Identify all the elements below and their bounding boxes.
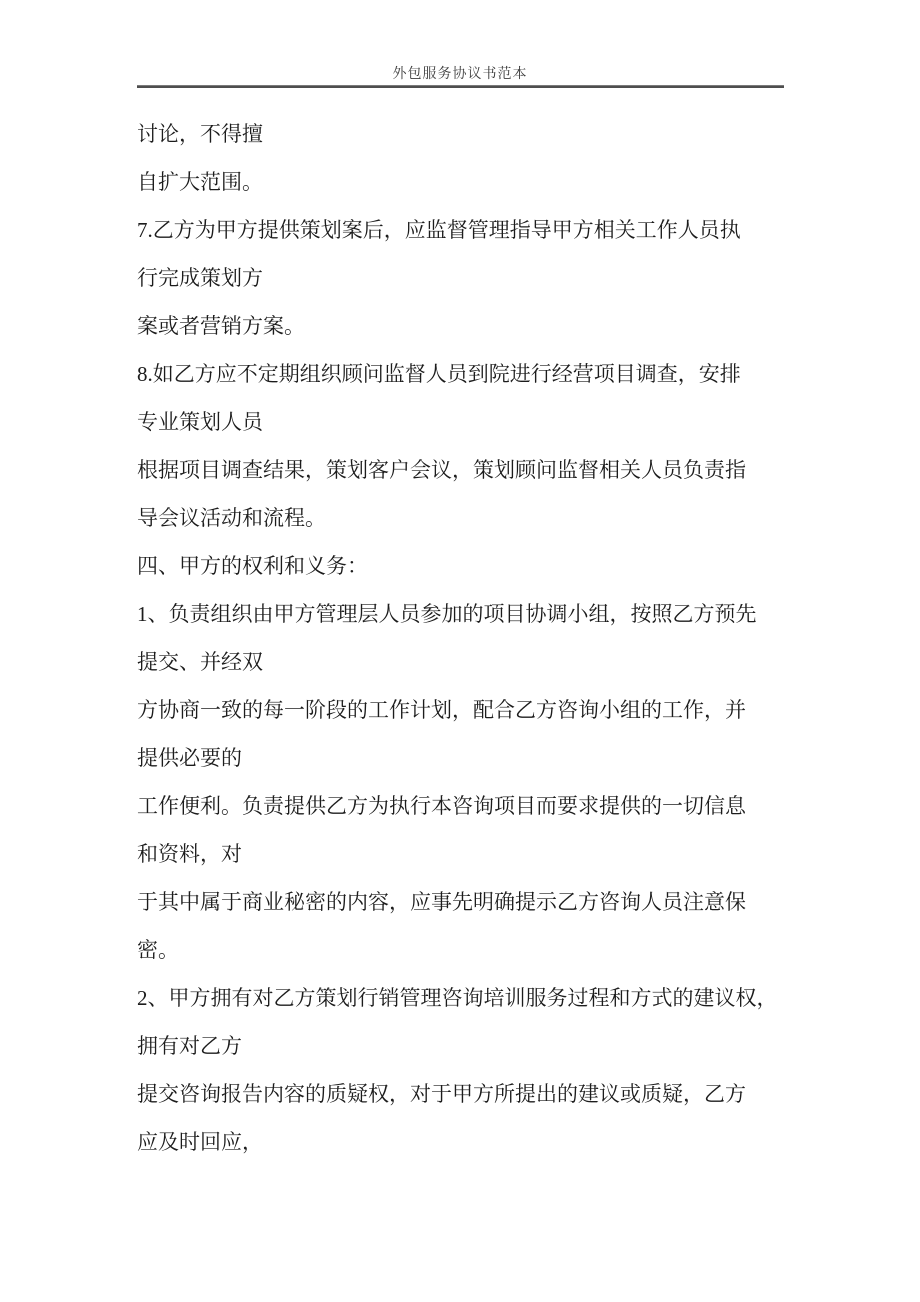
text-line: 自扩大范围。 xyxy=(137,170,263,194)
text-line: 于其中属于商业秘密的内容，应事先明确提示乙方咨询人员注意保 xyxy=(137,890,746,914)
text-line: 工作便利。负责提供乙方为执行本咨询项目而要求提供的一切信息 xyxy=(137,794,746,818)
header-rule-divider xyxy=(137,85,784,88)
text-line: 讨论，不得擅 xyxy=(137,122,263,146)
text-line: 根据项目调查结果，策划客户会议，策划顾问监督相关人员负责指 xyxy=(137,458,746,482)
page-header-title: 外包服务协议书范本 xyxy=(392,67,528,82)
text-line: 行完成策划方 xyxy=(137,266,263,290)
text-line: 和资料，对 xyxy=(137,842,242,866)
text-line: 应及时回应， xyxy=(137,1130,263,1154)
text-line: 提交咨询报告内容的质疑权，对于甲方所提出的建议或质疑，乙方 xyxy=(137,1082,746,1106)
text-line: 专业策划人员 xyxy=(137,410,263,434)
document-body xyxy=(137,110,857,1166)
text-line: 提供必要的 xyxy=(137,746,242,770)
text-line-section-heading: 四、甲方的权利和义务： xyxy=(137,554,368,578)
text-line: 导会议活动和流程。 xyxy=(137,506,326,530)
text-line: 拥有对乙方 xyxy=(137,1034,242,1058)
text-line: 提交、并经双 xyxy=(137,650,263,674)
text-line: 1、负责组织由甲方管理层人员参加的项目协调小组，按照乙方预先 xyxy=(137,602,757,626)
text-line: 8.如乙方应不定期组织顾问监督人员到院进行经营项目调查，安排 xyxy=(137,362,741,386)
text-line: 方协商一致的每一阶段的工作计划，配合乙方咨询小组的工作，并 xyxy=(137,698,746,722)
text-line: 密。 xyxy=(137,938,179,962)
text-line: 2、甲方拥有对乙方策划行销管理咨询培训服务过程和方式的建议权， xyxy=(137,986,778,1010)
text-line: 案或者营销方案。 xyxy=(137,314,305,338)
text-line: 7.乙方为甲方提供策划案后，应监督管理指导甲方相关工作人员执 xyxy=(137,218,741,242)
